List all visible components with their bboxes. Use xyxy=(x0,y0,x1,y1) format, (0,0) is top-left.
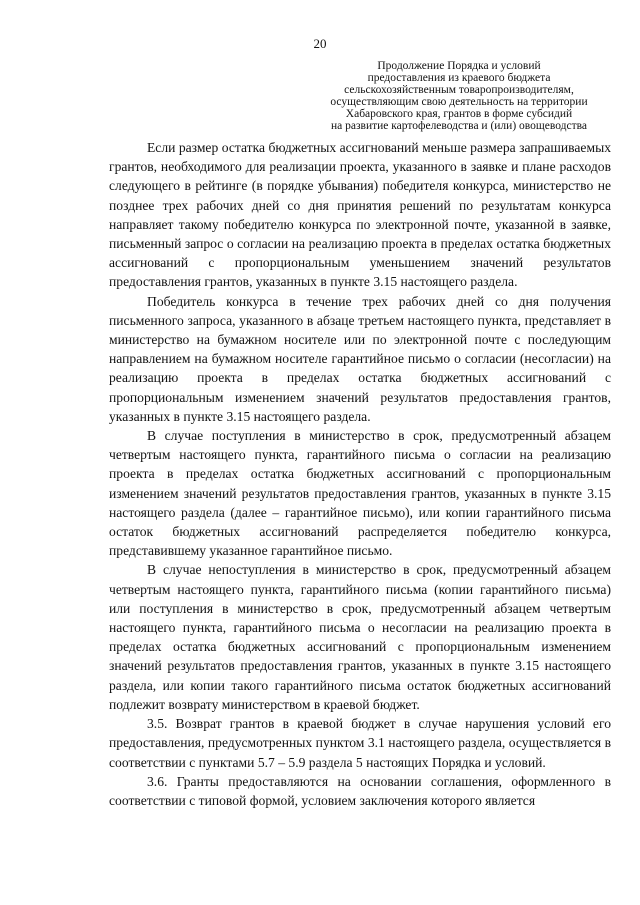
header-line: осуществляющим свою деятельность на территории xyxy=(330,96,588,108)
body-text xyxy=(109,138,611,810)
paragraph: Если размер остатка бюджетных ассигнований меньше размера запрашиваемых грантов, необходимого для реализации проекта, указанного в заявке и плане расходов следующего в рейтинге (в порядке убывания) победителя конкурса, министерство не позднее трех рабочих дней со дня принятия решений по результатам конкурса направляет такому победителю конкурса по электронной почте, указанной в заявке, письменный запрос о согласии на реализацию проекта в пределах остатка бюджетных ассигнований с пропорциональным уменьшением значений результатов предоставления грантов, указанных в пункте 3.15 настоящего раздела. xyxy=(109,140,611,290)
header-line: Продолжение Порядка и условий xyxy=(377,60,541,72)
header-line: на развитие картофелеводства и (или) овощеводства xyxy=(331,120,587,132)
paragraph-3-5: 3.5. Возврат грантов в краевой бюджет в случае нарушения условий его предоставления, предусмотренных пунктом 3.1 настоящего раздела, осуществляется в соответствии с пунктами 5.7 – 5.9 раздела 5 настоящих Порядка и условий. xyxy=(109,716,611,770)
header-line: сельскохозяйственным товаропроизводителям, xyxy=(344,84,574,96)
paragraph: Победитель конкурса в течение трех рабочих дней со дня получения письменного запроса, указанного в абзаце третьем настоящего пункта, представляет в министерство на бумажном носителе или по электронной почте с последующим направлением на бумажном носителе гарантийное письмо о согласии (несогласии) на реализацию проекта в пределах остатка бюджетных ассигнований с пропорциональным изменением значений результатов предоставления грантов, указанных в пункте 3.15 настоящего раздела. xyxy=(109,293,611,424)
paragraph: В случае поступления в министерство в срок, предусмотренный абзацем четвертым настоящего пункта, гарантийного письма о согласии на реализацию проекта в пределах остатка бюджетных ассигнований с пропорциональным изменением значений результатов предоставления грантов, указанных в пункте 3.15 настоящего раздела (далее – гарантийное письмо), или копии гарантийного письма остаток бюджетных ассигнований распределяется победителю конкурса, представившему указанное гарантийное письмо. xyxy=(109,428,611,559)
page-number: 20 xyxy=(313,36,327,51)
header-line: Хабаровского края, грантов в форме субсидий xyxy=(345,108,573,120)
header-line: предоставления из краевого бюджета xyxy=(367,72,551,84)
paragraph: В случае непоступления в министерство в срок, предусмотренный абзацем четвертым настоящего пункта, гарантийного письма (копии гарантийного письма) или поступления в министерство в срок, предусмотренный абзацем четвертым настоящего пункта, гарантийного письма о несогласии на реализацию проекта в пределах остатка бюджетных ассигнований с пропорциональным изменением значений результатов предоставления грантов, указанных в пункте 3.15 настоящего раздела, или копии такого гарантийного письма остаток бюджетных ассигнований подлежит возврату министерством в краевой бюджет. xyxy=(109,562,611,712)
paragraph-3-6: 3.6. Гранты предоставляются на основании соглашения, оформленного в соответствии с типовой формой, условием заключения которого является xyxy=(109,773,611,808)
document-header xyxy=(300,60,618,132)
